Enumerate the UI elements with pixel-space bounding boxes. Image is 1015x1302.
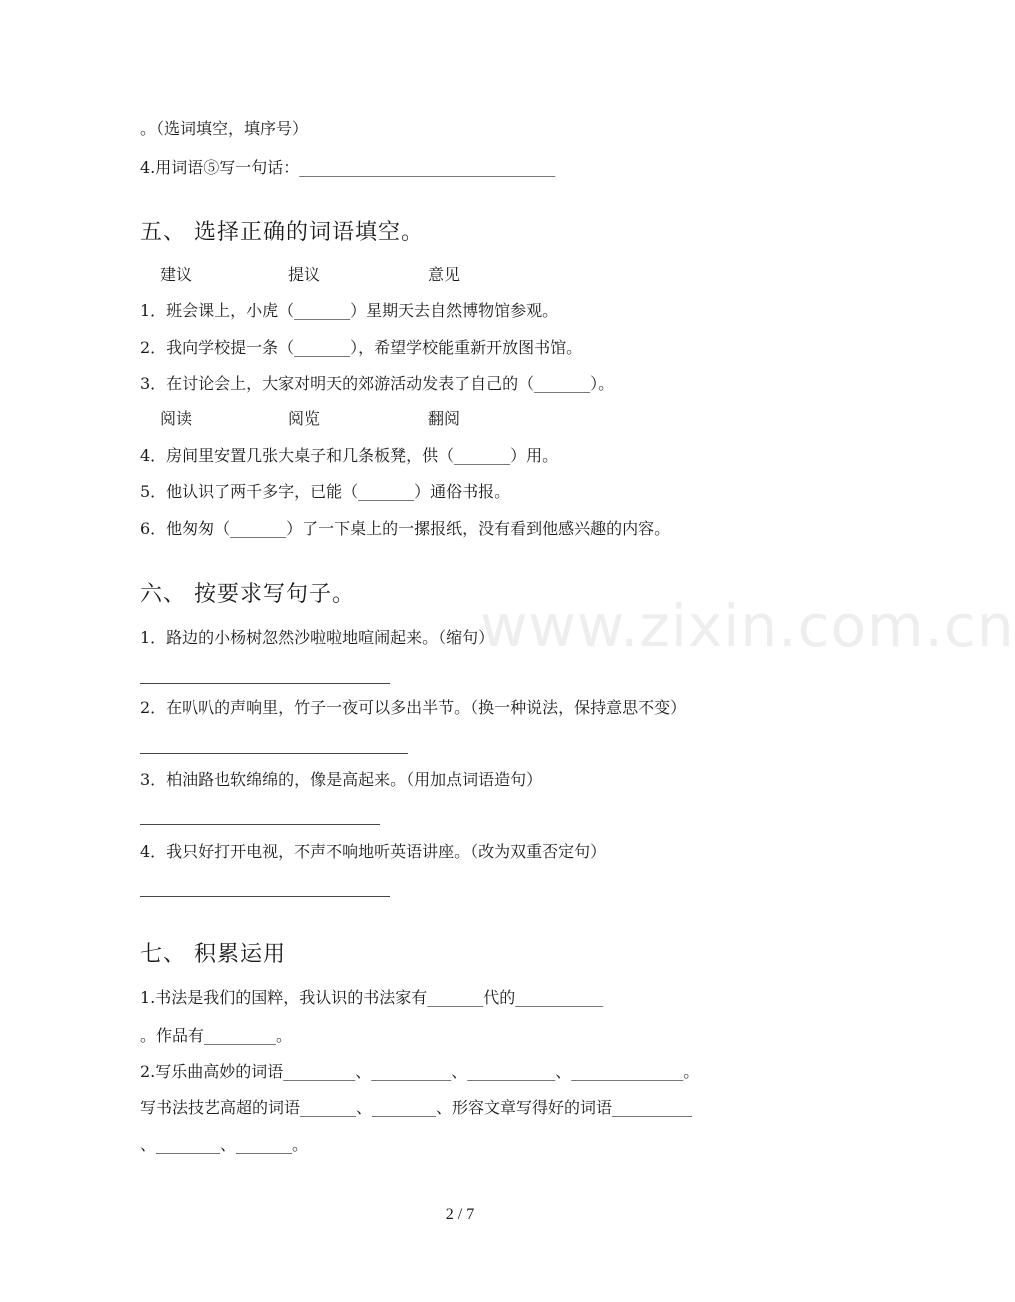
- section-7-heading: 七、 积累运用: [140, 942, 286, 967]
- question-line: 1.书法是我们的国粹，我认识的书法家有_______代的___________: [140, 988, 604, 1007]
- word-choices-a: [160, 264, 460, 286]
- answer-line: [140, 683, 390, 684]
- question-line: 写书法技艺高超的词语_______、________、形容文章写得好的词语__________: [140, 1098, 693, 1117]
- question-line: 6．他匆匆（_______）了一下桌上的一摞报纸，没有看到他感兴趣的内容。: [140, 519, 671, 538]
- question-line: 4.用词语⑤写一句话：________________________________: [140, 158, 556, 177]
- word-choices-b: [160, 408, 460, 430]
- question-line: 、________、_______。: [140, 1135, 309, 1154]
- question-line: 4．房间里安置几张大桌子和几条板凳，供（_______）用。: [140, 446, 559, 465]
- answer-line: [140, 824, 380, 825]
- word-choice: 意见: [428, 265, 461, 284]
- question-line: 2．在叭叭的声响里，竹子一夜可以多出半节。（换一种说法，保持意思不变）: [140, 698, 687, 717]
- question-line: 4．我只好打开电视，不声不响地听英语讲座。（改为双重否定句）: [140, 842, 607, 861]
- word-choice: 翻阅: [428, 409, 461, 428]
- question-line: 1．路边的小杨树忽然沙啦啦地喧闹起来。（缩句）: [140, 628, 495, 647]
- word-choice: 阅读: [160, 409, 193, 428]
- page-number: 2 / 7: [445, 1206, 475, 1223]
- question-line: 5．他认识了两千多字，已能（_______）通俗书报。: [140, 482, 511, 501]
- question-line: 3．柏油路也软绵绵的，像是高起来。（用加点词语造句）: [140, 770, 543, 789]
- answer-line: [140, 753, 408, 754]
- watermark: www.zixin.com.cn: [480, 592, 1015, 660]
- word-choice: 建议: [160, 265, 193, 284]
- word-choice: 提议: [288, 265, 321, 284]
- question-line: 1．班会课上，小虎（_______）星期天去自然博物馆参观。: [140, 301, 559, 320]
- instruction-line: 。（选词填空，填序号）: [140, 119, 309, 138]
- answer-line: [140, 896, 390, 897]
- section-5-heading: 五、 选择正确的词语填空。: [140, 220, 424, 245]
- section-6-heading: 六、 按要求写句子。: [140, 582, 355, 607]
- word-choice: 阅览: [288, 409, 321, 428]
- question-line: 。作品有_________。: [140, 1026, 293, 1045]
- question-line: 3．在讨论会上，大家对明天的郊游活动发表了自己的（_______）。: [140, 374, 615, 393]
- question-line: 2．我向学校提一条（_______），希望学校能重新开放图书馆。: [140, 338, 583, 357]
- question-line: 2.写乐曲高妙的词语_________、__________、___________、______________。: [140, 1062, 700, 1081]
